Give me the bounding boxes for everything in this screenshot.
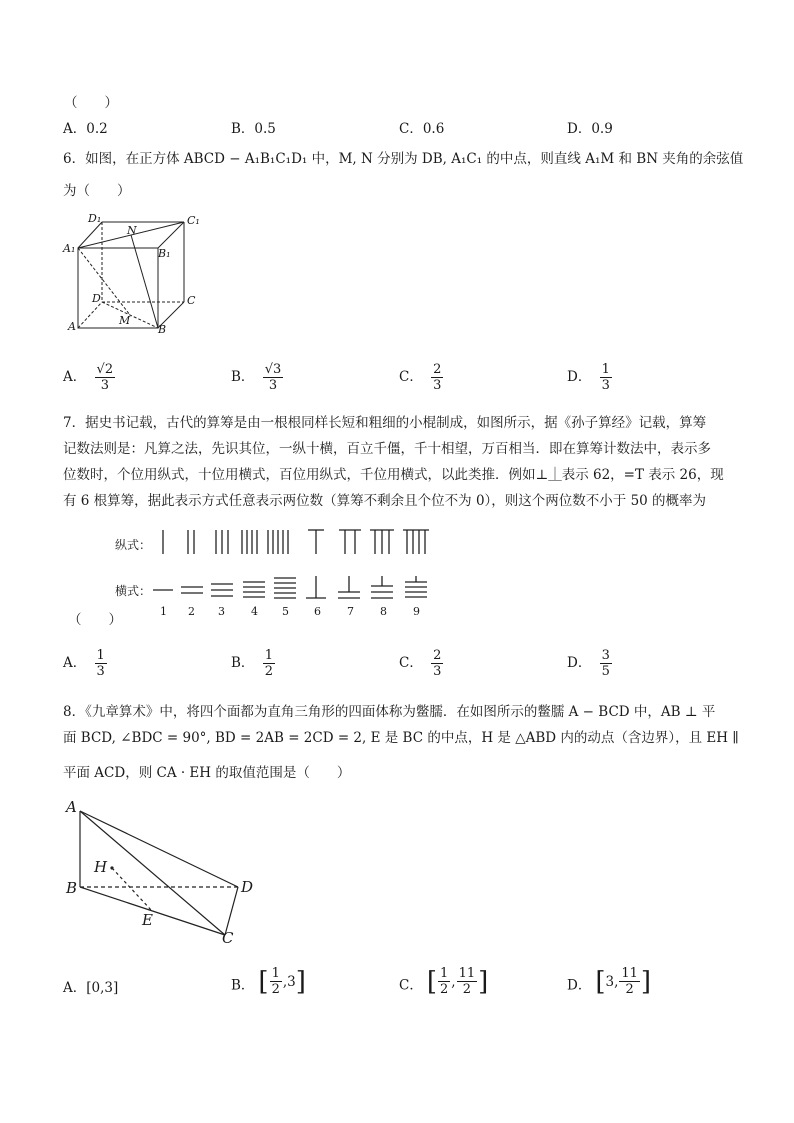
q6-option-d-prefix: D． — [567, 369, 592, 385]
q6-option-b-den: 3 — [268, 378, 278, 393]
q7-option-d-prefix: D． — [567, 655, 592, 671]
q6-option-d[interactable] — [567, 362, 612, 393]
q5-option-b[interactable]: B．0.5 — [231, 121, 276, 137]
rod-digit-3: 3 — [218, 605, 225, 618]
q5-option-a[interactable]: A．0.2 — [63, 121, 108, 137]
cube-label-b1: B₁ — [158, 247, 171, 260]
cube-label-a1: A₁ — [63, 242, 76, 255]
q7-option-d[interactable] — [567, 648, 612, 679]
q8-option-d-interval: [ 3 , $\frac{11}{2}$ ] — [595, 966, 652, 997]
q7-option-b[interactable] — [231, 648, 275, 679]
q8-stem-line2: 面 BCD, ∠BDC = 90°, BD = 2AB = 2CD = 2, E 是 BC 的中点，H 是 △ABD 内的动点（含边界），且 EH ∥ — [63, 730, 739, 746]
q8-option-b-right: 3 — [287, 973, 296, 990]
q8-option-b-prefix: B． — [231, 977, 255, 994]
q6-option-c[interactable] — [399, 362, 443, 393]
cube-label-b: B — [158, 323, 167, 336]
cube-label-c1: C₁ — [187, 214, 200, 227]
q6-option-d-fraction — [600, 362, 612, 393]
q7-option-a-fraction — [95, 648, 107, 679]
q7-option-a-num: 1 — [96, 648, 105, 663]
rod-digit-4: 4 — [251, 605, 258, 618]
q6-option-c-prefix: C． — [399, 369, 423, 385]
q8-stem-line3: 平面 ACD，则 CA · EH 的取值范围是（ ） — [63, 765, 351, 781]
q5-option-d[interactable]: D．0.9 — [567, 121, 613, 137]
rod-digit-7: 7 — [347, 605, 354, 618]
tetra-label-h: H — [94, 858, 108, 876]
q7-option-d-den: 5 — [601, 664, 610, 679]
rods-zong-figure — [155, 528, 435, 558]
cube-label-c: C — [187, 294, 196, 307]
q8-option-a[interactable] — [63, 976, 118, 996]
q6-option-a-den: 3 — [100, 378, 109, 393]
rod-heng-label: 横式： — [115, 584, 152, 598]
q7-option-c-den: 3 — [433, 664, 442, 679]
q8-option-c-right-num: 11 — [458, 966, 476, 981]
cube-label-m: M — [119, 314, 131, 327]
q6-option-a-num: √2 — [96, 362, 114, 377]
q8-option-d-right-num: 11 — [621, 966, 638, 981]
q7-stem-line1: 7．据史书记载，古代的算筹是由一根根同样长短和粗细的小棍制成，如图所示，据《孙子算经》记载，算筹 — [63, 415, 707, 431]
q6-option-b-fraction — [263, 362, 284, 393]
q5-option-c[interactable]: C．0.6 — [399, 121, 445, 137]
cube-label-d1: D₁ — [88, 212, 102, 225]
q7-option-b-prefix: B． — [231, 655, 255, 671]
q8-option-a-prefix: A． — [63, 980, 87, 996]
q8-option-c-interval: [ $\frac{1}{2}$ , $\frac{11}{2}$ ] — [426, 966, 489, 997]
q8-option-d-right-den: 2 — [625, 982, 634, 997]
tetra-label-b: B — [66, 879, 78, 897]
q7-option-b-den: 2 — [264, 664, 273, 679]
cube-label-n: N — [127, 224, 137, 237]
q8-option-c-left-num: 1 — [440, 966, 449, 981]
rod-digit-2: 2 — [188, 605, 195, 618]
tetra-label-a: A — [66, 798, 77, 816]
q8-option-d-prefix: D． — [567, 977, 592, 994]
q5-paren: （ ） — [64, 95, 118, 111]
q7-option-a[interactable] — [63, 648, 107, 679]
q7-option-b-num: 1 — [264, 648, 273, 663]
q7-paren: （ ） — [68, 612, 122, 628]
tetra-label-c: C — [222, 929, 234, 947]
q6-option-c-den: 3 — [433, 378, 442, 393]
q8-option-c[interactable] — [399, 966, 488, 997]
q8-option-b-left-num: 1 — [271, 966, 280, 981]
q7-stem-line3: 位数时，个位用纵式，十位用横式，百位用纵式，千位用横式，以此类推．例如⊥⏊表示 62，=T 表示 26，现 — [63, 467, 724, 483]
q7-option-c-num: 2 — [433, 648, 442, 663]
q6-option-d-den: 3 — [601, 378, 610, 393]
tetrahedron-figure — [60, 795, 270, 955]
q7-option-a-den: 3 — [96, 664, 105, 679]
q8-stem-line1: 8．《九章算术》中，将四个面都为直角三角形的四面体称为鳖臑．在如图所示的鳖臑 A − BCD 中，AB ⊥ 平 — [63, 704, 716, 720]
q7-option-d-num: 3 — [601, 648, 610, 663]
q8-option-b-left-den: 2 — [271, 982, 280, 997]
q7-option-c[interactable] — [399, 648, 443, 679]
q8-option-d-left: 3 — [605, 973, 615, 990]
q6-option-a[interactable] — [63, 362, 115, 393]
q7-option-c-fraction — [431, 648, 443, 679]
q8-option-c-prefix: C． — [399, 977, 423, 994]
q7-option-c-prefix: C． — [399, 655, 423, 671]
cube-label-d: D — [92, 292, 101, 305]
q7-option-d-fraction — [600, 648, 612, 679]
q8-option-c-left-den: 2 — [440, 982, 449, 997]
q6-option-b[interactable] — [231, 362, 283, 393]
q7-option-b-fraction — [263, 648, 275, 679]
q8-option-b[interactable] — [231, 966, 306, 997]
q7-option-a-prefix: A． — [63, 655, 87, 671]
q6-option-d-num: 1 — [601, 362, 610, 377]
rod-digit-6: 6 — [314, 605, 321, 618]
q6-option-c-num: 2 — [433, 362, 442, 377]
tetra-label-d: D — [241, 878, 254, 896]
rod-digit-8: 8 — [380, 605, 387, 618]
q6-option-a-fraction — [95, 362, 116, 393]
rod-digit-1: 1 — [160, 605, 167, 618]
rod-digit-9: 9 — [413, 605, 420, 618]
rods-heng-figure — [150, 574, 435, 604]
q8-option-d[interactable] — [567, 966, 651, 997]
q6-option-a-prefix: A． — [63, 369, 87, 385]
rod-zong-label: 纵式： — [115, 538, 152, 552]
q6-option-b-prefix: B． — [231, 369, 255, 385]
q7-stem-line4: 有 6 根算筹，据此表示方式任意表示两位数（算筹不剩余且个位不为 0），则这个两位数不小于 50 的概率为 — [63, 493, 707, 509]
q8-option-b-interval: [ $\frac{1}{2}$ , 3 ] — [258, 966, 306, 997]
q6-stem-line1: 6．如图，在正方体 ABCD − A₁B₁C₁D₁ 中，M, N 分别为 DB, A₁C₁ 的中点，则直线 A₁M 和 BN 夹角的余弦值 — [63, 151, 744, 167]
rod-digit-5: 5 — [282, 605, 289, 618]
tetra-label-e: E — [142, 911, 153, 929]
q8-option-c-right-den: 2 — [462, 982, 471, 997]
q6-option-b-num: √3 — [264, 362, 282, 377]
q7-stem-line2: 记数法则是：凡算之法，先识其位，一纵十横，百立千僵，千十相望，万百相当．即在算筹计数法中，表示多 — [63, 441, 711, 457]
q8-option-a-interval: [0,3] — [86, 980, 119, 996]
cube-label-a: A — [68, 320, 76, 333]
q6-option-c-fraction — [431, 362, 443, 393]
q6-stem-line2: 为（ ） — [63, 183, 131, 199]
